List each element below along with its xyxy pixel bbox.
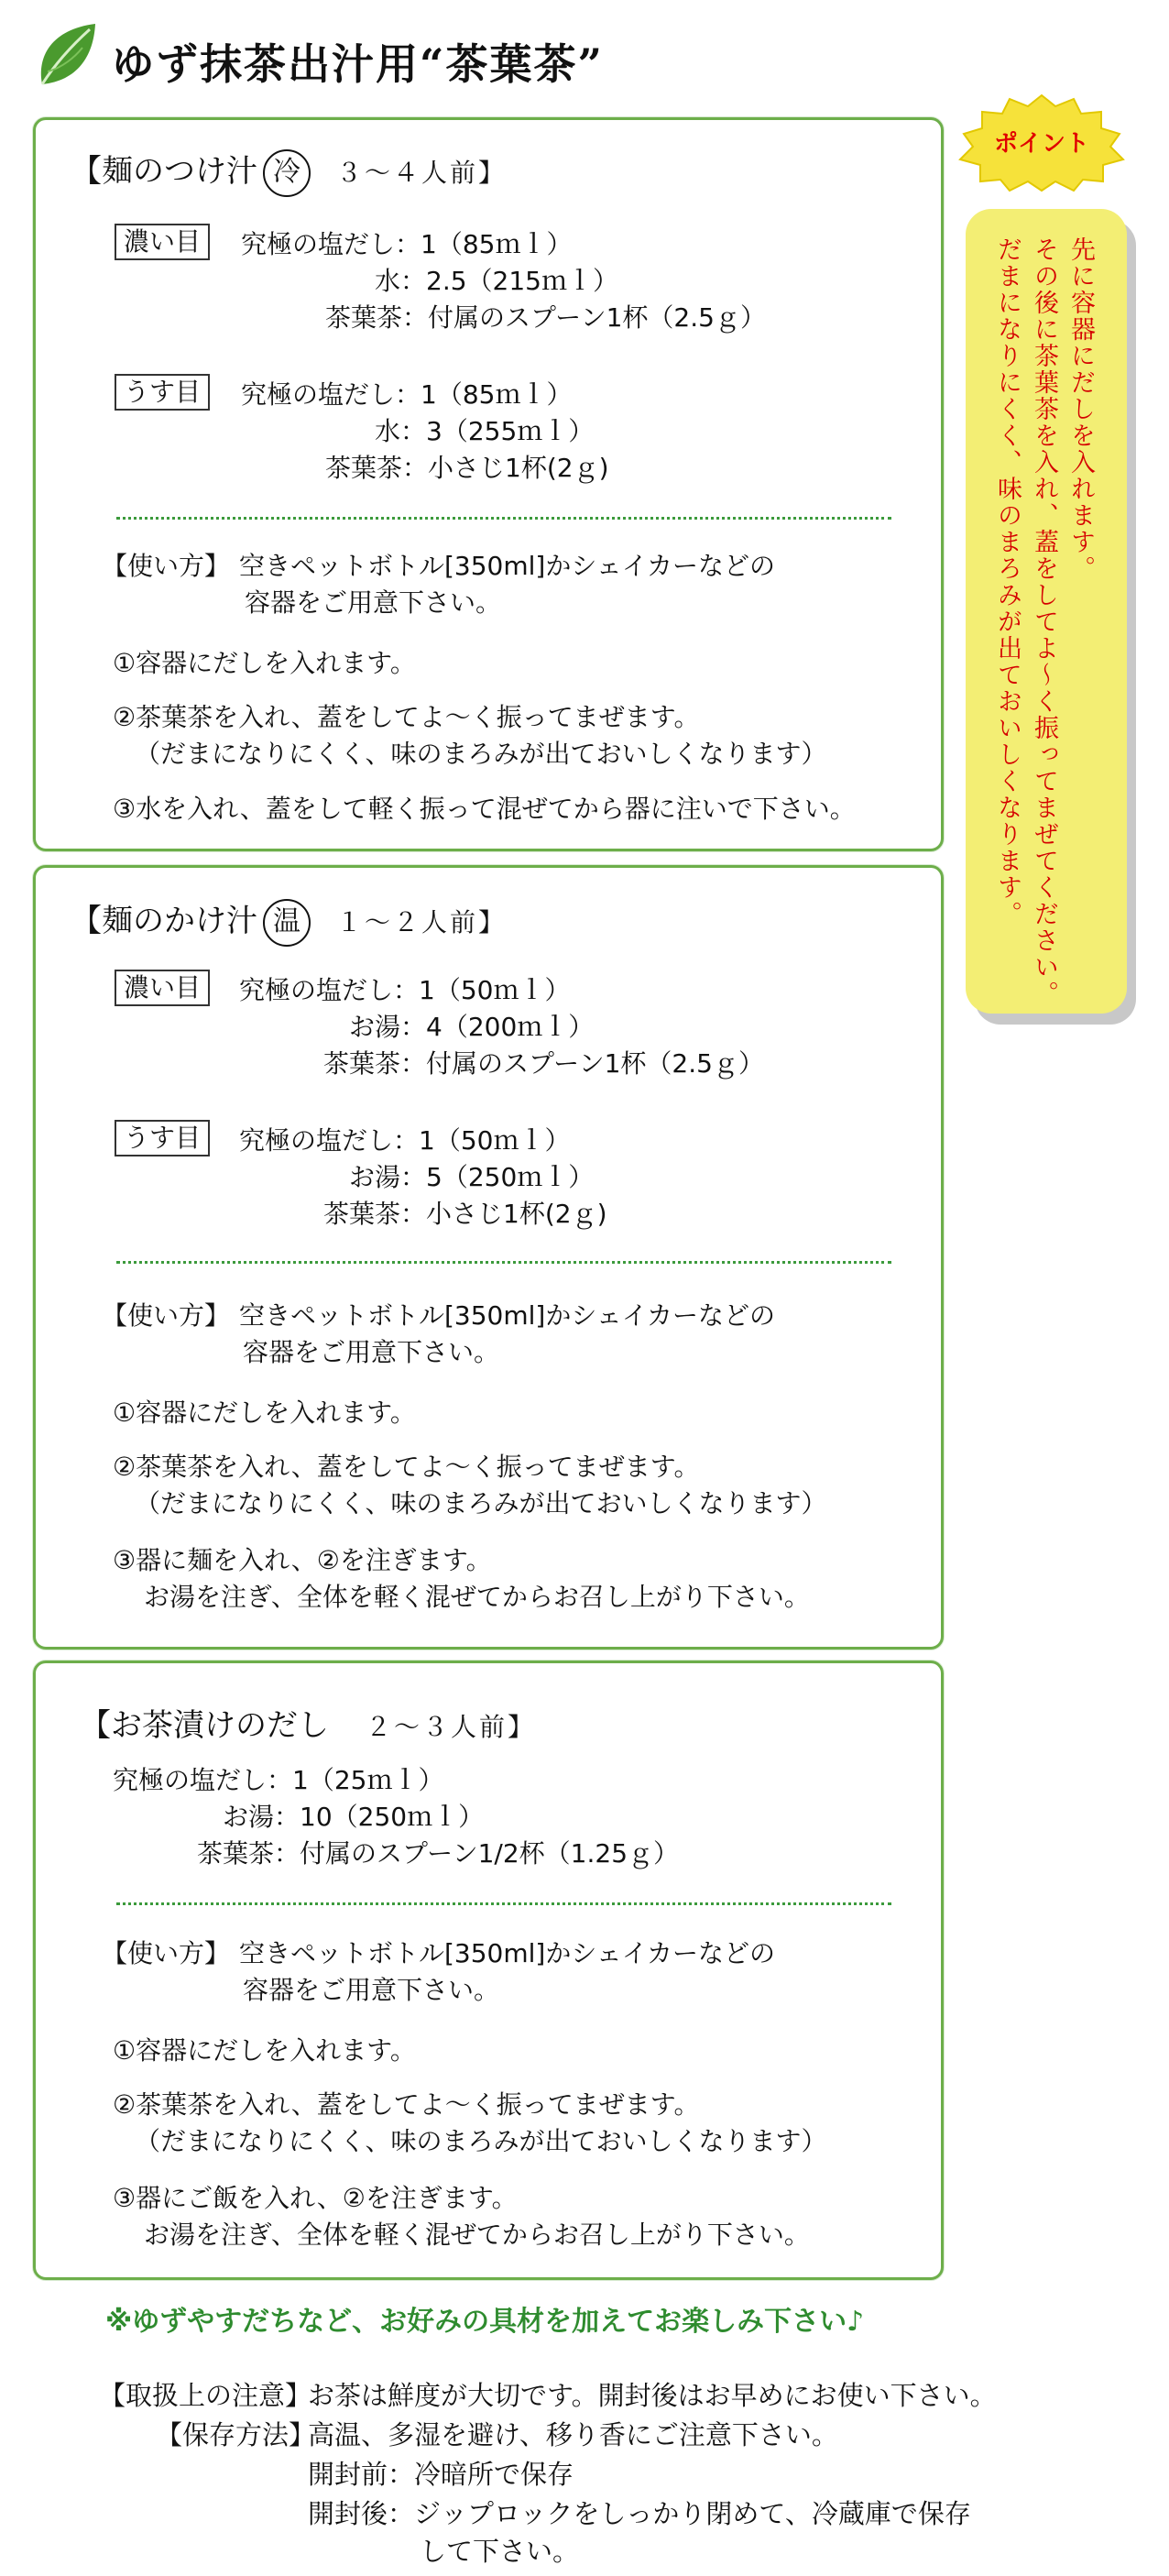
step-note: （だまになりにくく、味のまろみが出ておいしくなります） — [135, 739, 827, 769]
ingredient-line: 究極の塩だし：1（85ｍｌ） — [241, 379, 573, 410]
ingredient-line: 茶葉茶：付属のスプーン1/2杯（1.25ｇ） — [197, 1838, 680, 1869]
ingredient-line: お湯：5（250ｍｌ） — [349, 1162, 595, 1192]
step: ②茶葉茶を入れ、蓋をしてよ～く振ってまぜます。 — [113, 702, 700, 732]
leaf-icon — [35, 20, 99, 90]
section-title-text: 【麺のつけ汁 — [71, 153, 257, 190]
ingredient-line: 究極の塩だし：1（25ｍｌ） — [113, 1765, 444, 1795]
section-title — [71, 895, 507, 947]
storage-label: 【保存方法】 — [156, 2419, 316, 2450]
strong-tag: 濃い目 — [115, 970, 210, 1006]
step: ③水を入れ、蓋をして軽く振って混ぜてから器に注いで下さい。 — [113, 794, 856, 824]
storage-text: 高温、多湿を避け、移り香にご注意下さい。 — [308, 2419, 838, 2450]
usage-label: 【使い方】 — [102, 1938, 231, 1968]
dotted-divider — [116, 1261, 891, 1264]
section-title-text: 【麺のかけ汁 — [71, 903, 257, 939]
point-line: 先に容器にだしを入れます。 — [1066, 236, 1095, 582]
after-opening: 開封後：ジップロックをしっかり閉めて、冷蔵庫で保存 — [308, 2498, 971, 2529]
step-note: お湯を注ぎ、全体を軽く混ぜてからお召し上がり下さい。 — [144, 1582, 810, 1612]
tip-note: ※ゆずやすだちなど、お好みの具材を加えてお楽しみ下さい♪ — [105, 2306, 865, 2338]
hot-mark: 温 — [263, 899, 311, 947]
usage-text: 容器をご用意下さい。 — [243, 1337, 500, 1367]
step-note: （だまになりにくく、味のまろみが出ておいしくなります） — [135, 2126, 827, 2156]
usage-text: 空きペットボトル[350ml]かシェイカーなどの — [239, 551, 775, 581]
ingredient-line: 茶葉茶：小さじ1杯(2ｇ) — [323, 1199, 607, 1229]
step: ③器にご飯を入れ、②を注ぎます。 — [113, 2183, 518, 2213]
servings: ３～４人前】 — [336, 158, 508, 188]
ingredient-line: 究極の塩だし：1（85ｍｌ） — [241, 229, 573, 259]
step: ②茶葉茶を入れ、蓋をしてよ～く振ってまぜます。 — [113, 1452, 700, 1482]
step: ②茶葉茶を入れ、蓋をしてよ～く振ってまぜます。 — [113, 2089, 700, 2120]
section-hot-soup — [33, 865, 944, 1650]
ingredient-line: 究極の塩だし：1（50ｍｌ） — [239, 1125, 571, 1156]
cold-mark: 冷 — [263, 149, 311, 197]
light-tag: うす目 — [115, 374, 210, 411]
section-cold-dipping-sauce — [33, 117, 944, 851]
handling-text: お茶は鮮度が大切です。開封後はお早めにお使い下さい。 — [308, 2380, 997, 2411]
ingredient-line: 水：3（255ｍｌ） — [375, 416, 595, 446]
ingredient-line: 茶葉茶：小さじ1杯(2ｇ) — [325, 453, 609, 483]
point-label: ポイント — [993, 130, 1089, 158]
usage-label: 【使い方】 — [102, 1300, 231, 1331]
section-ochazuke — [33, 1661, 944, 2280]
dotted-divider — [116, 1902, 891, 1905]
step: ①容器にだしを入れます。 — [113, 648, 416, 678]
usage-label: 【使い方】 — [102, 551, 231, 581]
before-opening: 開封前：冷暗所で保存 — [308, 2459, 574, 2490]
page-title: ゆず抹茶出汁用“茶葉茶” — [112, 39, 604, 89]
point-line: だまになりにくく、味のまろみが出ておいしくなります。 — [993, 236, 1022, 927]
servings: １～２人前】 — [336, 907, 508, 937]
ingredient-line: 究極の塩だし：1（50ｍｌ） — [239, 975, 571, 1005]
servings: ２～３人前】 — [366, 1712, 537, 1742]
after-opening-cont: して下さい。 — [420, 2536, 580, 2567]
strong-tag: 濃い目 — [115, 224, 210, 260]
usage-text: 容器をご用意下さい。 — [245, 587, 502, 618]
step: ③器に麺を入れ、②を注ぎます。 — [113, 1545, 492, 1575]
step-note: （だまになりにくく、味のまろみが出ておいしくなります） — [135, 1488, 827, 1518]
handling-label: 【取扱上の注意】 — [99, 2380, 312, 2411]
point-line: その後に茶葉茶を入れ、蓋をしてよ～く振ってまぜてください。 — [1030, 236, 1058, 1007]
ingredient-line: お湯：10（250ｍｌ） — [223, 1802, 485, 1832]
light-tag: うす目 — [115, 1120, 210, 1156]
usage-text: 容器をご用意下さい。 — [243, 1975, 500, 2005]
usage-text: 空きペットボトル[350ml]かシェイカーなどの — [239, 1938, 775, 1968]
ingredient-line: お湯：4（200ｍｌ） — [349, 1012, 595, 1042]
step: ①容器にだしを入れます。 — [113, 2035, 416, 2066]
ingredient-line: 水：2.5（215ｍｌ） — [375, 266, 618, 296]
ingredient-line: 茶葉茶：付属のスプーン1杯（2.5ｇ） — [325, 302, 766, 333]
section-title — [71, 146, 507, 197]
usage-text: 空きペットボトル[350ml]かシェイカーなどの — [239, 1300, 775, 1331]
ingredient-line: 茶葉茶：付属のスプーン1杯（2.5ｇ） — [323, 1048, 764, 1079]
step: ①容器にだしを入れます。 — [113, 1398, 416, 1428]
section-title-text: 【お茶漬けのだし — [80, 1707, 329, 1744]
step-note: お湯を注ぎ、全体を軽く混ぜてからお召し上がり下さい。 — [144, 2220, 810, 2250]
section-title — [80, 1700, 536, 1745]
dotted-divider — [116, 517, 891, 520]
